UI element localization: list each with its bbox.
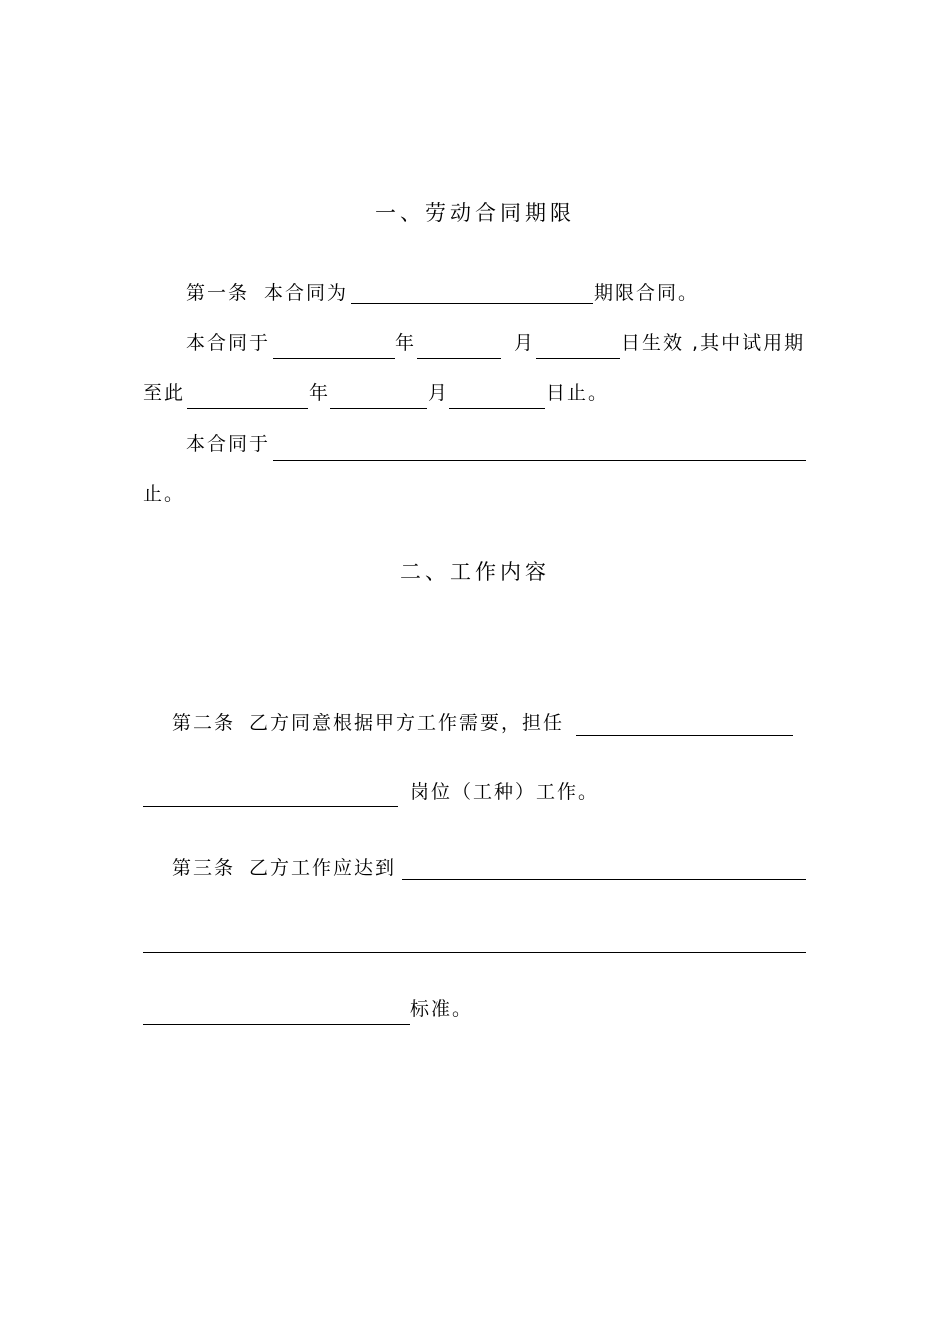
position-blank-2[interactable]	[143, 806, 398, 807]
probation-year-label: 年	[309, 382, 331, 404]
article-2-text: 乙方同意根据甲方工作需要，担任	[249, 712, 565, 734]
article-1-suffix: 期限合同。	[594, 282, 700, 304]
term-prefix: 本合同于	[186, 433, 271, 455]
effective-day-blank[interactable]	[536, 358, 620, 359]
probation-day-blank[interactable]	[449, 408, 545, 409]
standard-blank-1[interactable]	[402, 879, 806, 880]
section-1-heading: 一、劳动合同期限	[375, 201, 575, 225]
probation-year-blank[interactable]	[187, 408, 308, 409]
probation-month-label: 月	[428, 382, 450, 404]
term-blank[interactable]	[273, 460, 806, 461]
article-1-text: 本合同为	[264, 282, 349, 304]
article-3-label: 第三条	[172, 857, 236, 879]
article-3-text: 乙方工作应达到	[249, 857, 397, 879]
standard-blank-3[interactable]	[143, 1024, 410, 1025]
probation-month-blank[interactable]	[330, 408, 427, 409]
article-2-suffix: 岗位（工种）工作。	[410, 781, 600, 803]
contract-type-blank[interactable]	[351, 303, 593, 304]
term-suffix: 止。	[143, 483, 186, 505]
section-2-heading: 二、工作内容	[400, 560, 550, 584]
effective-year-label: 年	[395, 332, 417, 354]
standard-blank-2[interactable]	[143, 952, 806, 953]
probation-prefix: 至此	[143, 382, 186, 404]
article-2-label: 第二条	[172, 712, 236, 734]
probation-suffix: 日止。	[546, 382, 610, 404]
effective-month-blank[interactable]	[417, 358, 501, 359]
effective-year-blank[interactable]	[273, 358, 395, 359]
effective-month-label: 月	[514, 332, 536, 354]
effective-prefix: 本合同于	[186, 332, 271, 354]
position-blank-1[interactable]	[576, 735, 793, 736]
article-1-label: 第一条	[186, 282, 250, 304]
effective-suffix: 日生效 ,其中试用期	[621, 332, 806, 354]
article-3-suffix: 标准。	[410, 998, 474, 1020]
